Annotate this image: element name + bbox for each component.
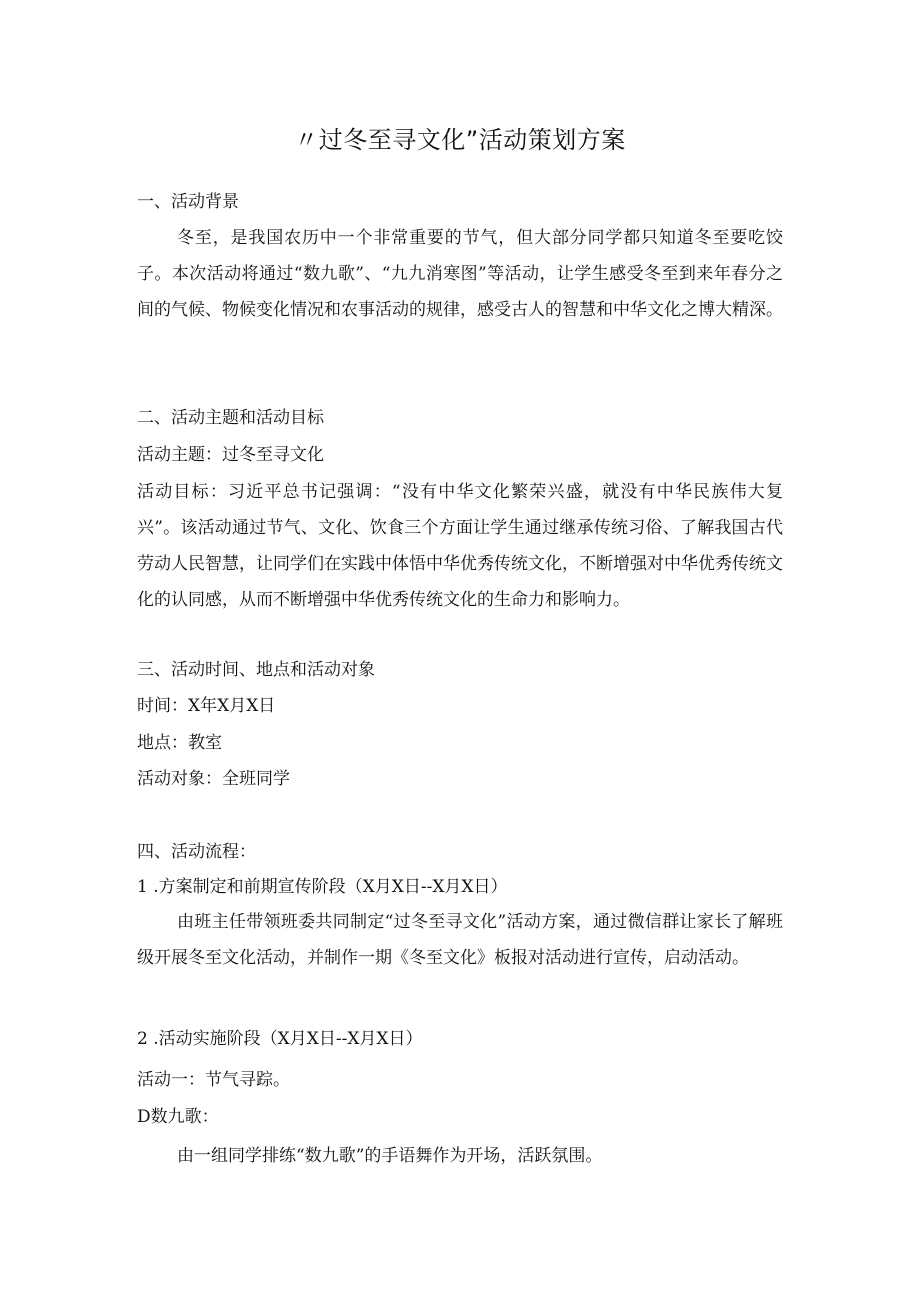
step-1-paragraph: 由班主任带领班委共同制定“过冬至寻文化”活动方案，通过微信群让家长了解班级开展冬至文化活动，并制作一期《冬至文化》板报对活动进行宣传，启动活动。 xyxy=(137,912,783,968)
place-line: 地点：教室 xyxy=(137,733,222,753)
sub-item-paragraph: 由一组同学排练“数九歌”的手语舞作为开场，活跃氛围。 xyxy=(177,1146,603,1166)
step-1-heading: 1 .方案制定和前期宣传阶段（X月X日--X月X日） xyxy=(137,877,508,897)
activity-1-line: 活动一：节气寻踪。 xyxy=(137,1070,290,1090)
document-title: 〃过冬至寻文化”活动策划方案 xyxy=(294,126,626,154)
step-2-heading: 2 .活动实施阶段（X月X日--X月X日） xyxy=(137,1029,423,1049)
activity-theme-line: 活动主题：过冬至寻文化 xyxy=(137,445,324,465)
target-line: 活动对象：全班同学 xyxy=(137,769,290,789)
section-2-heading: 二、活动主题和活动目标 xyxy=(137,408,324,428)
section-1-heading: 一、活动背景 xyxy=(137,192,239,212)
section-3-heading: 三、活动时间、地点和活动对象 xyxy=(137,660,375,680)
time-line: 时间：X年X月X日 xyxy=(137,696,276,716)
section-1-paragraph: 冬至，是我国农历中一个非常重要的节气，但大部分同学都只知道冬至要吃饺子。本次活动将通过“数九歌”、“九九消寒图”等活动，让学生感受冬至到来年春分之间的气候、物候变化情况和农事活动的规律，感受古人的智慧和中华文化之博大精深。 xyxy=(137,228,783,320)
activity-goal-paragraph: 活动目标：习近平总书记强调：“没有中华文化繁荣兴盛，就没有中华民族伟大复兴”。该活动通过节气、文化、饮食三个方面让学生通过继承传统习俗、了解我国古代劳动人民智慧，让同学们在实践中体悟中华优秀传统文化，不断增强对中华优秀传统文化的认同感，从而不断增强中华优秀传统文化的生命力和影响力。 xyxy=(137,482,783,610)
section-4-heading: 四、活动流程： xyxy=(137,842,256,862)
sub-item-heading: D数九歌： xyxy=(137,1107,219,1127)
